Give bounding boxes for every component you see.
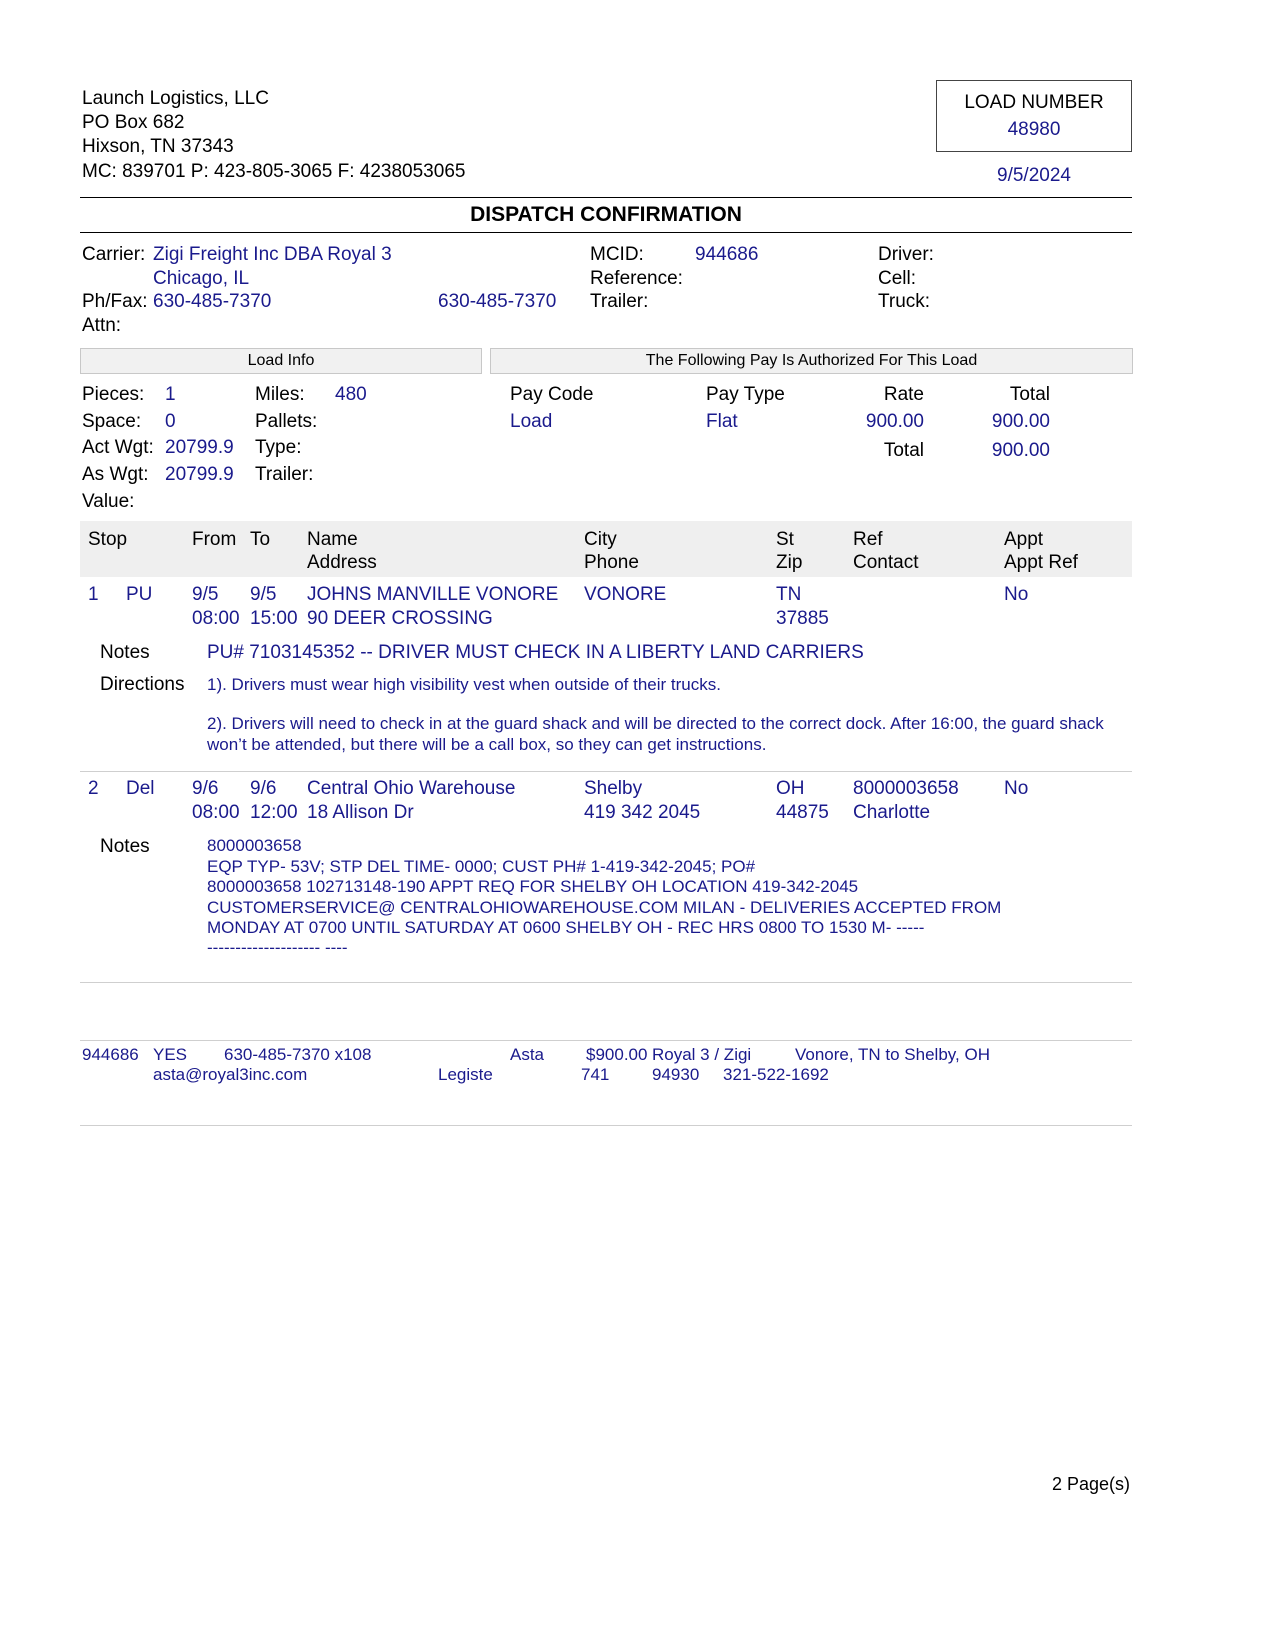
- carrier-city: Chicago, IL: [153, 268, 250, 289]
- stop2-num: 2: [88, 778, 99, 799]
- rate-header: Rate: [883, 384, 924, 405]
- as-wgt-label: As Wgt:: [82, 464, 149, 485]
- footer-phone2: 321-522-1692: [723, 1065, 829, 1084]
- stop2-notes-line-6: -------------------- ----: [207, 938, 348, 957]
- col-to: To: [250, 529, 271, 550]
- stop2-contact: Charlotte: [853, 802, 931, 823]
- space-label: Space:: [82, 411, 142, 432]
- table-end-rule: [80, 982, 1132, 983]
- stop2-notes-line-1: 8000003658: [207, 836, 302, 855]
- attn-label: Attn:: [82, 315, 122, 336]
- dispatch-date: 9/5/2024: [997, 165, 1071, 186]
- stop1-notes: PU# 7103145352 -- DRIVER MUST CHECK IN A LIBERTY LAND CARRIERS: [207, 642, 864, 663]
- stop1-from-time: 08:00: [192, 608, 240, 629]
- pallets-label: Pallets:: [255, 411, 318, 432]
- stop2-appt: No: [1004, 778, 1029, 799]
- type-label: Type:: [255, 437, 302, 458]
- driver-label: Driver:: [878, 244, 934, 265]
- reference-label: Reference:: [590, 268, 683, 289]
- load-info-header: Load Info: [80, 348, 482, 374]
- col-zip: Zip: [776, 552, 803, 573]
- stop2-notes-line-2: EQP TYP- 53V; STP DEL TIME- 0000; CUST PH# 1-419-342-2045; PO#: [207, 857, 756, 876]
- stop1-from-date: 9/5: [192, 584, 219, 605]
- value-label: Value:: [82, 491, 135, 512]
- act-wgt-label: Act Wgt:: [82, 437, 154, 458]
- page-count: 2 Page(s): [1051, 1474, 1130, 1494]
- stop1-city: VONORE: [584, 584, 667, 605]
- stop2-zip: 44875: [776, 802, 829, 823]
- stop2-address: 18 Allison Dr: [307, 802, 414, 823]
- stop1-to-date: 9/5: [250, 584, 277, 605]
- load-number-value: 48980: [1007, 119, 1061, 140]
- stop2-st: OH: [776, 778, 805, 799]
- col-city: City: [584, 529, 617, 550]
- carrier-name: Zigi Freight Inc DBA Royal 3: [153, 244, 392, 265]
- stop2-city: Shelby: [584, 778, 643, 799]
- stop2-phone: 419 342 2045: [584, 802, 701, 823]
- title-top-rule: [80, 197, 1132, 198]
- company-city: Hixson, TN 37343: [82, 136, 234, 157]
- carrier-phone: 630-485-7370: [153, 291, 272, 312]
- col-ref: Ref: [853, 529, 883, 550]
- company-name: Launch Logistics, LLC: [82, 88, 269, 109]
- company-po-box: PO Box 682: [82, 112, 185, 133]
- mcid-value: 944686: [695, 244, 759, 265]
- load-trailer-label: Trailer:: [255, 464, 314, 485]
- col-appt: Appt: [1004, 529, 1044, 550]
- carrier-fax: 630-485-7370: [438, 291, 557, 312]
- stop1-num: 1: [88, 584, 99, 605]
- load-number-label: LOAD NUMBER: [964, 92, 1104, 113]
- stop2-ref: 8000003658: [853, 778, 959, 799]
- stop1-directions-1: 1). Drivers must wear high visibility vest when outside of their trucks.: [207, 675, 721, 694]
- pay-type-header: Pay Type: [706, 384, 785, 405]
- footer-yes: YES: [153, 1045, 188, 1064]
- stop1-directions-2: 2). Drivers will need to check in at the guard shack and will be directed to the correct dock. After 16:00, the guard shack won’t be attended, but there will be a call box, so they can get instructions.: [207, 714, 1104, 754]
- footer-last-name: Legiste: [438, 1065, 493, 1084]
- col-stop: Stop: [88, 529, 128, 550]
- col-from: From: [192, 529, 237, 550]
- stop-divider: [80, 771, 1132, 772]
- stop1-directions-label: Directions: [100, 674, 185, 695]
- footer-lane: Vonore, TN to Shelby, OH: [795, 1045, 990, 1064]
- stop1-st: TN: [776, 584, 802, 605]
- pieces-value: 1: [165, 384, 176, 405]
- cell-label: Cell:: [878, 268, 917, 289]
- col-contact: Contact: [853, 552, 919, 573]
- trailer-label: Trailer:: [590, 291, 649, 312]
- act-wgt-value: 20799.9: [165, 437, 234, 458]
- title-bottom-rule: [80, 232, 1132, 233]
- pay-header: The Following Pay Is Authorized For This Load: [490, 348, 1133, 374]
- rate-value: 900.00: [865, 411, 924, 432]
- col-address: Address: [307, 552, 377, 573]
- carrier-label: Carrier:: [82, 244, 146, 265]
- col-st: St: [776, 529, 794, 550]
- stop1-address: 90 DEER CROSSING: [307, 608, 493, 629]
- stop1-zip: 37885: [776, 608, 829, 629]
- footer-phone: 630-485-7370 x108: [224, 1045, 372, 1064]
- footer-first-name: Asta: [510, 1045, 545, 1064]
- miles-label: Miles:: [255, 384, 305, 405]
- col-phone: Phone: [584, 552, 639, 573]
- stop2-to-time: 12:00: [250, 802, 298, 823]
- miles-value: 480: [335, 384, 367, 405]
- stop2-notes-label: Notes: [100, 836, 150, 857]
- truck-label: Truck:: [878, 291, 931, 312]
- footer-94930: 94930: [652, 1065, 700, 1084]
- pieces-label: Pieces:: [82, 384, 145, 405]
- stop2-notes-line-3: 8000003658 102713148-190 APPT REQ FOR SHELBY OH LOCATION 419-342-2045: [207, 877, 859, 896]
- pay-type-value: Flat: [706, 411, 738, 432]
- stop2-name: Central Ohio Warehouse: [307, 778, 516, 799]
- as-wgt-value: 20799.9: [165, 464, 234, 485]
- company-contact: MC: 839701 P: 423-805-3065 F: 4238053065: [82, 161, 466, 182]
- stop2-from-date: 9/6: [192, 778, 219, 799]
- stop1-appt: No: [1004, 584, 1029, 605]
- footer-amount: $900.00: [586, 1045, 648, 1064]
- grand-total-label: Total: [883, 440, 924, 461]
- phfax-label: Ph/Fax:: [82, 291, 148, 312]
- stop2-from-time: 08:00: [192, 802, 240, 823]
- stop1-name: JOHNS MANVILLE VONORE: [307, 584, 559, 605]
- stop2-type: Del: [126, 778, 155, 799]
- total-header: Total: [1009, 384, 1050, 405]
- pay-code-header: Pay Code: [510, 384, 594, 405]
- footer-email: asta@royal3inc.com: [153, 1065, 308, 1084]
- stop1-to-time: 15:00: [250, 608, 298, 629]
- space-value: 0: [165, 411, 176, 432]
- stop2-to-date: 9/6: [250, 778, 277, 799]
- stop1-notes-label: Notes: [100, 642, 150, 663]
- footer-carrier: Royal 3 / Zigi: [652, 1045, 752, 1064]
- footer-741: 741: [581, 1065, 610, 1084]
- stop2-notes-line-5: MONDAY AT 0700 UNTIL SATURDAY AT 0600 SHELBY OH - REC HRS 0800 TO 1530 M- -----: [207, 918, 925, 937]
- page-title: DISPATCH CONFIRMATION: [470, 203, 742, 226]
- grand-total-value: 900.00: [991, 440, 1050, 461]
- footer-bottom-rule: [80, 1125, 1132, 1126]
- pay-code-value: Load: [510, 411, 553, 432]
- col-appt-ref: Appt Ref: [1004, 552, 1078, 573]
- mcid-label: MCID:: [590, 244, 644, 265]
- stop1-type: PU: [126, 584, 153, 605]
- footer-mcid: 944686: [82, 1045, 139, 1064]
- total-value: 900.00: [991, 411, 1050, 432]
- stop2-notes-line-4: CUSTOMERSERVICE@ CENTRALOHIOWAREHOUSE.COM MILAN - DELIVERIES ACCEPTED FROM: [207, 898, 1002, 917]
- col-name: Name: [307, 529, 358, 550]
- footer-top-rule: [80, 1040, 1132, 1041]
